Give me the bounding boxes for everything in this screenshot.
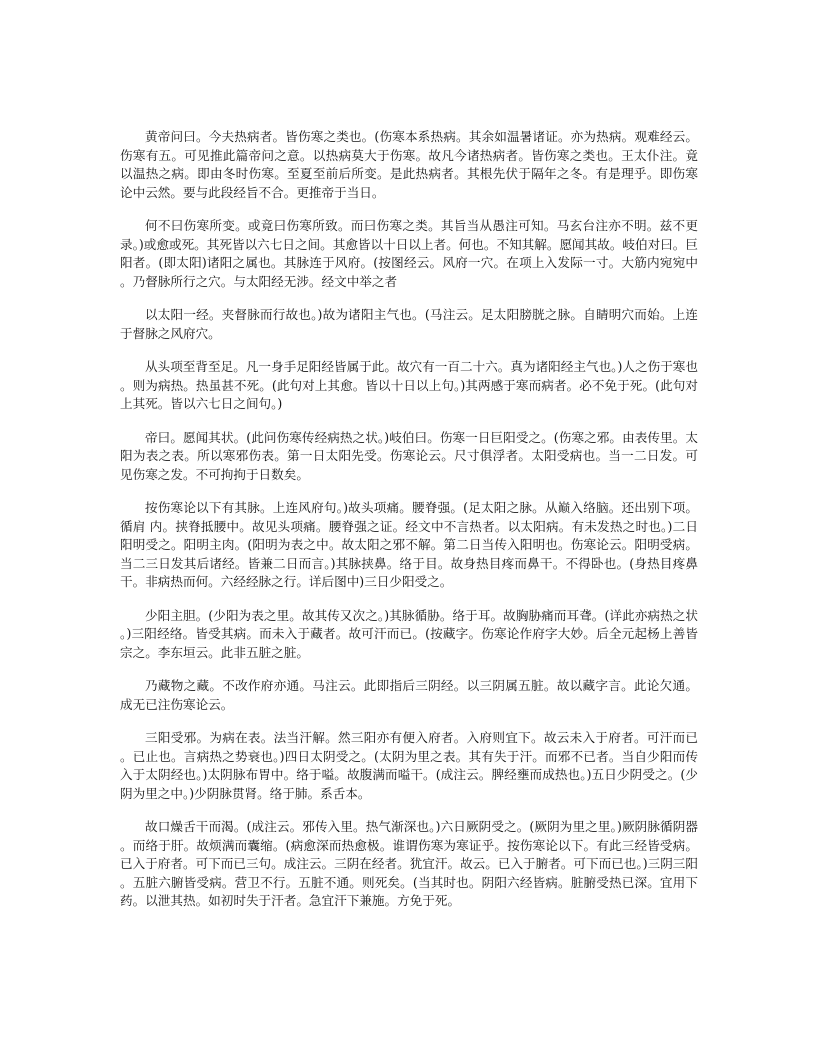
document-body <box>120 128 698 926</box>
paragraph: 以太阳一经。夹督脉而行故也。)故为诸阳主气也。(马注云。足太阳膀胱之脉。自睛明穴而始。上连于督脉之风府穴。 <box>120 307 698 341</box>
paragraph: 三阳受邪。为病在表。法当汗解。然三阳亦有便入府者。入府则宜下。故云未入于府者。可汗而已。已止也。言病热之势衰也。)四日太阴受之。(太阴为里之表。其有失于汗。而邪不已者。当自少阳而传入于太阴经也。)太阴脉布胃中。络于嗌。故腹满而嗌干。(成注云。脾经壅而成热也。)五日少阴受之。(少阴为里之中。)少阴脉贯肾。络于肺。系舌本。 <box>120 730 698 801</box>
paragraph: 故口燥舌干而渴。(成注云。邪传入里。热气渐深也。)六日厥阴受之。(厥阴为里之里。)厥阴脉循阴器。而络于肝。故烦满而囊缩。(病愈深而热愈极。谁谓伤寒为寒证乎。按伤寒论以下。有此三经皆受病。已入于府者。可下而已三句。成注云。三阴在经者。犹宜汗。故云。已入于腑者。可下而已也。)三阴三阳。五脏六腑皆受病。营卫不行。五脏不通。则死矣。(当其时也。阴阳六经皆病。脏腑受热已深。宜用下药。以泄其热。如初时失于汗者。急宜汗下兼施。方免于死。 <box>120 819 698 908</box>
paragraph: 从头项至背至足。凡一身手足阳经皆属于此。故穴有一百二十六。真为诸阳经主气也。)人之伤于寒也。则为病热。热虽甚不死。(此句对上其愈。皆以十日以上句。)其两感于寒而病者。必不免于死。(此句对上其死。皆以六七日之间句。) <box>120 359 698 411</box>
paragraph: 帝曰。愿闻其状。(此问伤寒传经病热之状。)岐伯曰。伤寒一日巨阳受之。(伤寒之邪。由表传里。太阳为表之表。所以寒邪伤表。第一日太阳先受。伤寒论云。尺寸俱浮者。太阳受病也。当一二日发。可见伤寒之发。不可拘拘于日数矣。 <box>120 429 698 482</box>
paragraph: 黄帝问曰。今夫热病者。皆伤寒之类也。(伤寒本系热病。其余如温暑诸证。亦为热病。观难经云。伤寒有五。可见推此篇帝问之意。以热病莫大于伤寒。故凡今诸热病者。皆伤寒之类也。王太仆注。竟以温热之病。即由冬时伤寒。至夏至前后所变。是此热病者。其根先伏于隔年之冬。有是理乎。即伤寒论中云然。要与此段经旨不合。更推帝于当日。 <box>120 129 698 200</box>
paragraph: 乃藏物之藏。不改作府亦通。马注云。此即指后三阴经。以三阴属五脏。故以藏字言。此论欠通。成无已注伤寒论云。 <box>120 678 698 712</box>
paragraph: 何不曰伤寒所变。或竟曰伤寒所致。而曰伤寒之类。其旨当从愚注可知。马玄台注亦不明。兹不更录。)或愈或死。其死皆以六七日之间。其愈皆以十日以上者。何也。不知其解。愿闻其故。岐伯对曰。巨阳者。(即太阳)诸阳之属也。其脉连于风府。(按图经云。风府一穴。在项上入发际一寸。大筋内宛宛中。乃督脉所行之穴。与太阳经无涉。经文中举之者 <box>120 218 698 289</box>
paragraph: 按伤寒论以下有其脉。上连风府句。)故头项痛。腰脊强。(足太阳之脉。从巅入络脑。还出别下项。循肩 内。挟脊抵腰中。故见头项痛。腰脊强之证。经文中不言热者。以太阳病。有未发热之时也。)二日阳明受之。阳明主肉。(阳明为表之中。故太阳之邪不解。第二日当传入阳明也。伤寒论云。阳明受病。当二三日发其后诸经。皆兼二日而言。)其脉挟鼻。络于目。故身热目疼而鼻干。不得卧也。(身热目疼鼻干。非病热而何。六经经脉之行。详后图中)三日少阳受之。 <box>120 500 698 589</box>
paragraph: 少阳主胆。(少阳为表之里。故其传又次之。)其脉循胁。络于耳。故胸胁痛而耳聋。(详此亦病热之状。)三阳经络。皆受其病。而未入于藏者。故可汗而已。(按藏字。伤寒论作府字大妙。后全元起杨上善皆宗之。李东垣云。此非五脏之脏。 <box>120 607 698 660</box>
